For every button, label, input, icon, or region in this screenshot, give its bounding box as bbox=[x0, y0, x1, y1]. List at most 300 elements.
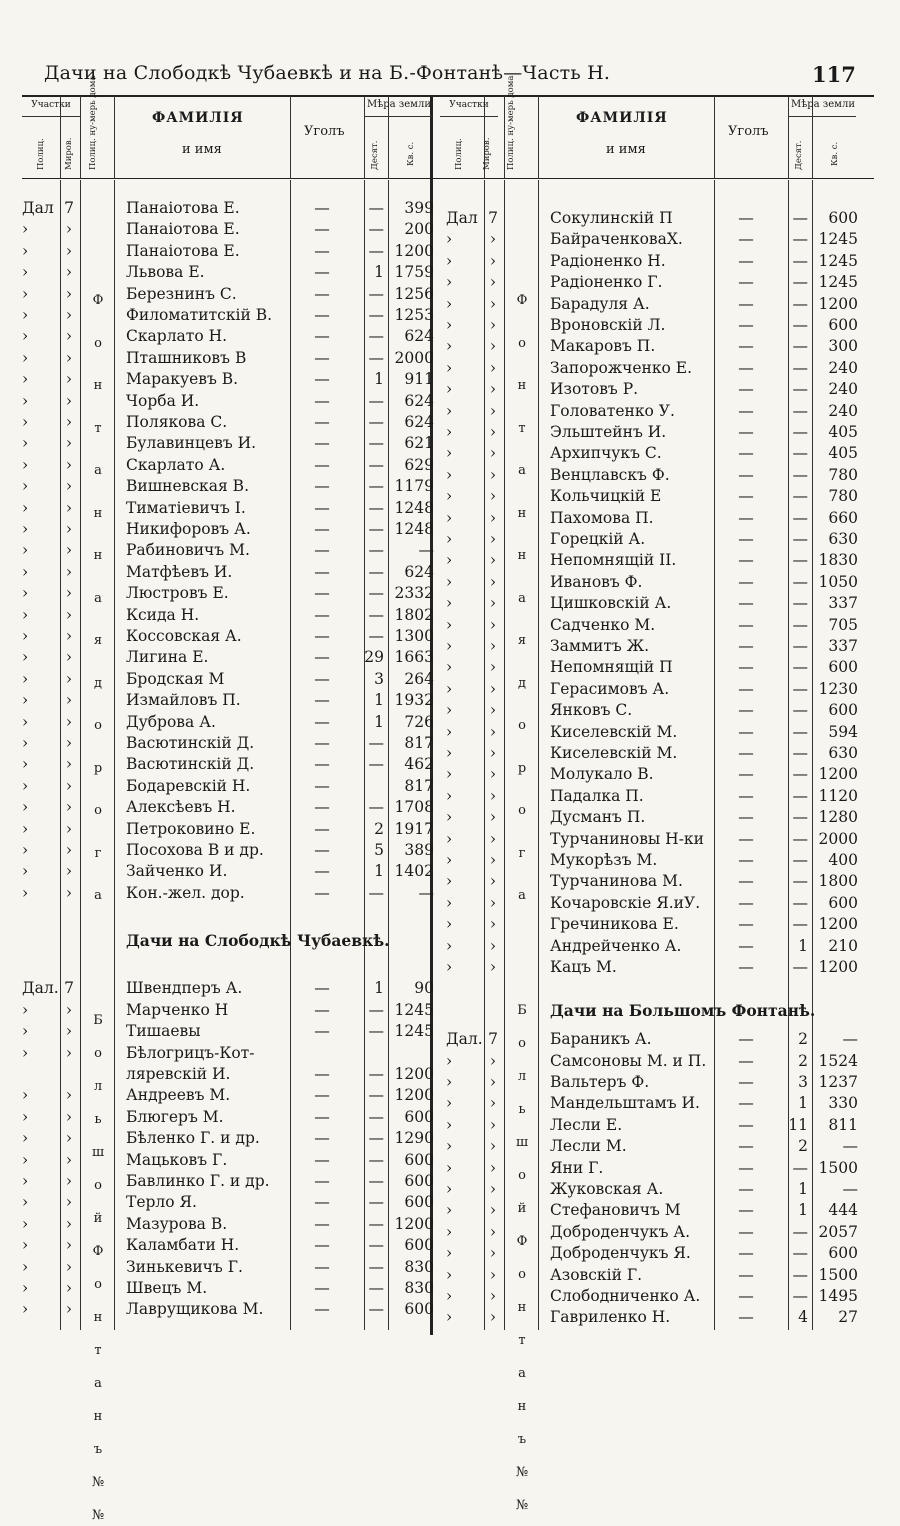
cell-name: Вроновскій Л. bbox=[550, 316, 666, 334]
right-column-headers bbox=[440, 75, 860, 178]
vertical-street-label: д bbox=[93, 675, 102, 691]
cell-kv: 400 bbox=[828, 851, 858, 869]
cell-mir: › bbox=[489, 294, 497, 313]
cell-ug: — bbox=[314, 1065, 330, 1083]
cell-name: Жуковская А. bbox=[550, 1180, 664, 1198]
cell-kv: 1253 bbox=[394, 306, 434, 324]
left-row bbox=[22, 198, 434, 219]
cell-mir: › bbox=[489, 487, 497, 506]
vertical-street-label: а bbox=[518, 1366, 526, 1381]
cell-kv: 1500 bbox=[818, 1265, 858, 1284]
cell-kv: 1917 bbox=[394, 819, 434, 838]
cell-pol: › bbox=[22, 1022, 29, 1041]
cell-name: Лесли М. bbox=[550, 1137, 627, 1156]
cell-name: Лигина Е. bbox=[126, 648, 209, 667]
cell-mir: › bbox=[489, 615, 497, 634]
cell-name: Панаіотова Е. bbox=[126, 199, 240, 217]
cell-kv: 600 bbox=[404, 1172, 434, 1190]
cell-name: Люстровъ Е. bbox=[126, 584, 229, 603]
cell-ug: — bbox=[738, 1158, 754, 1177]
cell-name: Бродская М bbox=[126, 669, 225, 688]
vertical-street-label: Ф bbox=[516, 1234, 528, 1249]
cell-mir: › bbox=[65, 1172, 73, 1190]
vertical-street-label: Ф bbox=[92, 293, 104, 308]
cell-des: — bbox=[792, 423, 808, 441]
right-row bbox=[440, 636, 858, 657]
cell-mir: › bbox=[65, 584, 73, 603]
cell-name: Швецъ М. bbox=[126, 1279, 208, 1297]
cell-ug: — bbox=[738, 637, 754, 655]
cell-kv: 1050 bbox=[818, 572, 858, 591]
cell-name: Рабиновичъ М. bbox=[126, 541, 250, 560]
left-row bbox=[22, 369, 434, 390]
cell-des: — bbox=[792, 1265, 808, 1284]
cell-kv: 600 bbox=[404, 1150, 434, 1169]
cell-pol: › bbox=[22, 477, 29, 496]
header-bottom-rule bbox=[22, 178, 874, 179]
cell-pol: › bbox=[446, 722, 453, 741]
cell-name: Никифоровъ А. bbox=[126, 520, 251, 538]
column-rule bbox=[714, 96, 715, 178]
cell-kv: 1200 bbox=[818, 765, 858, 784]
left-column-headers bbox=[22, 75, 431, 178]
right-row bbox=[440, 379, 858, 400]
right-row bbox=[440, 893, 858, 914]
cell-name: Молукало В. bbox=[550, 765, 654, 784]
left-row bbox=[22, 284, 434, 305]
vertical-street-label: н bbox=[517, 378, 527, 393]
right-table bbox=[440, 180, 860, 1513]
cell-kv: 621 bbox=[404, 434, 434, 453]
cell-kv: 1802 bbox=[394, 605, 434, 624]
cell-des: — bbox=[368, 498, 384, 517]
cell-pol: Дал. bbox=[446, 1030, 483, 1049]
column-rule bbox=[364, 96, 365, 178]
cell-des: — bbox=[792, 615, 808, 634]
cell-kv: 811 bbox=[828, 1115, 858, 1134]
cell-kv: 240 bbox=[828, 401, 858, 420]
right-row bbox=[440, 914, 858, 935]
cell-name: Лаврущикова М. bbox=[126, 1300, 264, 1319]
cell-ug: — bbox=[738, 358, 754, 377]
cell-des: 1 bbox=[374, 979, 384, 998]
cell-pol: › bbox=[446, 294, 453, 313]
cell-ug: — bbox=[738, 722, 754, 741]
cell-kv: 2057 bbox=[818, 1222, 858, 1241]
cell-kv: 90 bbox=[414, 979, 434, 998]
vertical-street-label: р bbox=[517, 760, 527, 776]
left-row bbox=[22, 733, 434, 754]
cell-des: — bbox=[368, 584, 384, 603]
cell-mir: › bbox=[489, 465, 497, 484]
cell-pol: › bbox=[446, 915, 453, 934]
cell-name: Филоматитскій В. bbox=[126, 306, 273, 324]
cell-ug: — bbox=[738, 808, 754, 827]
cell-ug: — bbox=[314, 1022, 330, 1041]
cell-name: Коссовская А. bbox=[126, 627, 242, 645]
vertical-street-label: л bbox=[93, 1079, 103, 1094]
cell-kv: 210 bbox=[828, 936, 858, 955]
cell-kv: 240 bbox=[828, 380, 858, 399]
cell-mir: › bbox=[65, 306, 73, 324]
cell-ug: — bbox=[738, 487, 754, 506]
cell-ug: — bbox=[314, 327, 330, 346]
cell-des: — bbox=[368, 1000, 384, 1019]
vertical-street-label: о bbox=[518, 803, 526, 818]
vertical-street-label: н bbox=[93, 1409, 103, 1424]
cell-name: Матфѣевъ И. bbox=[126, 562, 233, 581]
cell-ug: — bbox=[314, 1257, 330, 1276]
cell-pol: › bbox=[446, 851, 453, 869]
cell-des: — bbox=[368, 1279, 384, 1297]
right-row bbox=[440, 315, 858, 336]
cell-ug: — bbox=[738, 316, 754, 334]
cell-name: Блюгеръ М. bbox=[126, 1107, 224, 1126]
right2-row bbox=[440, 1243, 858, 1264]
cell-des: — bbox=[368, 1129, 384, 1148]
cell-pol: › bbox=[22, 648, 29, 667]
cell-name: Кочаровскіе Я.иУ. bbox=[550, 893, 701, 912]
right-row bbox=[440, 251, 858, 272]
cell-pol: › bbox=[22, 776, 29, 795]
right2-row bbox=[440, 1136, 858, 1157]
cell-mir: › bbox=[65, 1193, 73, 1212]
vertical-street-label: я bbox=[93, 633, 103, 648]
cell-name: Швендперъ А. bbox=[126, 979, 243, 998]
cell-ug: — bbox=[314, 627, 330, 645]
cell-ug: — bbox=[314, 712, 330, 731]
cell-pol: › bbox=[446, 637, 453, 655]
cell-des: 3 bbox=[798, 1073, 808, 1091]
left2-row bbox=[22, 1085, 434, 1106]
cell-kv: 1800 bbox=[818, 872, 858, 891]
cell-name: Сокулинскій П bbox=[550, 209, 673, 227]
cell-name: Васютинскій Д. bbox=[126, 755, 255, 774]
cell-mir: › bbox=[489, 958, 497, 976]
left2-row bbox=[22, 1107, 434, 1128]
cell-mir: › bbox=[489, 808, 497, 827]
cell-name: Запорожченко Е. bbox=[550, 358, 693, 377]
right-row bbox=[440, 722, 858, 743]
cell-name: Мандельштамъ И. bbox=[550, 1094, 700, 1113]
cell-des: — bbox=[792, 872, 808, 891]
cell-des: 1 bbox=[798, 1094, 808, 1113]
cell-kv: 1290 bbox=[394, 1129, 434, 1148]
cell-kv: 1245 bbox=[394, 1022, 434, 1041]
right-row bbox=[440, 229, 858, 250]
cell-des: — bbox=[792, 915, 808, 934]
cell-pol: › bbox=[22, 1107, 29, 1126]
left-row bbox=[22, 540, 434, 561]
cell-pol: › bbox=[22, 263, 29, 282]
cell-mir: › bbox=[65, 862, 73, 881]
cell-des: — bbox=[792, 209, 808, 227]
cell-ug: — bbox=[314, 841, 330, 859]
cell-ug: — bbox=[314, 755, 330, 774]
cell-pol: › bbox=[446, 1158, 453, 1177]
header-title: Дачи на Слободкѣ Чубаевкѣ и на Б.-Фонтанѣ—Часть Н. bbox=[44, 62, 611, 84]
cell-mir: › bbox=[489, 915, 497, 934]
cell-kv: — bbox=[418, 883, 434, 902]
cell-pol: › bbox=[22, 1300, 29, 1319]
cell-ug: — bbox=[314, 648, 330, 667]
cell-pol: › bbox=[22, 306, 29, 324]
left-row bbox=[22, 626, 434, 647]
cell-mir: › bbox=[65, 1300, 73, 1319]
right-row bbox=[440, 593, 858, 614]
right-row bbox=[440, 657, 858, 678]
left-row bbox=[22, 326, 434, 347]
cell-ug: — bbox=[738, 658, 754, 677]
cell-name: Азовскій Г. bbox=[550, 1265, 643, 1284]
vertical-street-label: н bbox=[93, 548, 103, 563]
cell-des: — bbox=[368, 1172, 384, 1190]
cell-kv: 1495 bbox=[818, 1287, 858, 1305]
cell-kv: 1248 bbox=[394, 498, 434, 517]
cell-pol: › bbox=[446, 936, 453, 955]
left-row bbox=[22, 455, 434, 476]
cell-name: Панаіотова Е. bbox=[126, 241, 240, 260]
cell-pol: › bbox=[22, 348, 29, 367]
cell-name: Садченко М. bbox=[550, 615, 656, 634]
right2-row bbox=[440, 1179, 858, 1200]
cell-mir: › bbox=[65, 819, 73, 838]
cell-pol: › bbox=[22, 819, 29, 838]
vertical-street-label: н bbox=[517, 505, 527, 521]
cell-ug: — bbox=[314, 477, 330, 496]
cell-ug: — bbox=[738, 1222, 754, 1241]
cell-kv: 600 bbox=[828, 893, 858, 912]
cell-des: 1 bbox=[374, 263, 384, 282]
cell-mir: › bbox=[489, 508, 497, 527]
cell-mir: › bbox=[489, 1287, 497, 1305]
cell-des: 29 bbox=[364, 648, 384, 667]
cell-name: Кон.-жел. дор. bbox=[126, 883, 245, 902]
cell-ug: — bbox=[738, 401, 754, 420]
left-row bbox=[22, 412, 434, 433]
cell-pol: › bbox=[22, 220, 29, 239]
cell-des: — bbox=[792, 358, 808, 377]
left-row bbox=[22, 219, 434, 240]
cell-des: — bbox=[792, 679, 808, 698]
cell-kv: 240 bbox=[828, 358, 858, 377]
cell-pol: › bbox=[446, 273, 453, 292]
cell-des: — bbox=[368, 1257, 384, 1276]
cell-mir: › bbox=[65, 1150, 73, 1169]
cell-des: — bbox=[368, 1193, 384, 1212]
cell-mir: 7 bbox=[488, 1030, 498, 1049]
cell-ug: — bbox=[738, 251, 754, 270]
cell-mir: › bbox=[489, 1308, 497, 1327]
cell-mir: › bbox=[489, 1137, 497, 1156]
cell-name: Слободниченко А. bbox=[550, 1287, 701, 1305]
cell-mir: › bbox=[65, 1000, 73, 1019]
cell-mir: › bbox=[489, 765, 497, 784]
left-row bbox=[22, 690, 434, 711]
left2-row bbox=[22, 1214, 434, 1235]
cell-ug: — bbox=[738, 294, 754, 313]
cell-name: Архипчукъ С. bbox=[550, 444, 662, 463]
cell-mir: › bbox=[65, 562, 73, 581]
cell-ug: — bbox=[314, 1279, 330, 1297]
vertical-street-label: й bbox=[93, 1211, 103, 1226]
cell-ug: — bbox=[314, 605, 330, 624]
cell-mir: › bbox=[65, 370, 73, 389]
cell-kv: 1245 bbox=[394, 1000, 434, 1019]
cell-name: Кацъ М. bbox=[550, 958, 617, 976]
vertical-street-label: ш bbox=[515, 1135, 529, 1150]
cell-name: Макаровъ П. bbox=[550, 337, 656, 356]
cell-mir: › bbox=[489, 380, 497, 399]
vertical-street-label: № bbox=[515, 1465, 529, 1480]
vertical-street-label: о bbox=[94, 803, 102, 818]
cell-kv: 27 bbox=[838, 1308, 858, 1327]
header-uchastki: Участки bbox=[31, 100, 71, 110]
cell-mir: › bbox=[65, 1214, 73, 1233]
cell-name: Янковъ С. bbox=[550, 701, 633, 720]
cell-pol: › bbox=[22, 755, 29, 774]
cell-des: — bbox=[368, 1065, 384, 1083]
cell-pol: › bbox=[22, 712, 29, 731]
cell-pol: › bbox=[22, 1043, 29, 1062]
header-mirov: Миров. bbox=[64, 137, 74, 170]
right-row bbox=[440, 208, 858, 229]
cell-des: 3 bbox=[374, 669, 384, 688]
cell-ug: — bbox=[738, 1115, 754, 1134]
column-rule bbox=[114, 96, 115, 178]
cell-pol: › bbox=[446, 1287, 453, 1305]
cell-name: Зайченко И. bbox=[126, 862, 228, 881]
cell-mir: › bbox=[65, 755, 73, 774]
vertical-street-label: о bbox=[94, 335, 102, 351]
cell-des: 1 bbox=[374, 691, 384, 710]
cell-mir: › bbox=[489, 1244, 497, 1263]
vertical-street-label: т bbox=[518, 1333, 526, 1348]
cell-mir: › bbox=[65, 691, 73, 710]
vertical-street-label: ъ bbox=[93, 1442, 103, 1457]
cell-pol: › bbox=[446, 380, 453, 399]
cell-name: Тишаевы bbox=[126, 1022, 201, 1041]
cell-ug: — bbox=[314, 1086, 330, 1105]
vertical-street-label: д bbox=[517, 675, 526, 691]
cell-mir: › bbox=[65, 391, 73, 410]
left-row bbox=[22, 819, 434, 840]
cell-kv: 2332 bbox=[394, 584, 434, 603]
cell-des: — bbox=[792, 1244, 808, 1263]
cell-name: Маракуевъ В. bbox=[126, 370, 239, 389]
cell-kv: 629 bbox=[404, 455, 434, 474]
cell-ug: — bbox=[738, 594, 754, 613]
cell-ug: — bbox=[314, 862, 330, 881]
cell-name: Киселевскій М. bbox=[550, 744, 678, 762]
right-row bbox=[440, 700, 858, 721]
vertical-street-label: Б bbox=[93, 1013, 103, 1028]
cell-ug: — bbox=[738, 1244, 754, 1263]
cell-name: Головатенко У. bbox=[550, 401, 675, 420]
right2-row bbox=[440, 1093, 858, 1114]
cell-pol: › bbox=[446, 1094, 453, 1113]
cell-pol: › bbox=[22, 1086, 29, 1105]
right-row bbox=[440, 358, 858, 379]
cell-mir: › bbox=[65, 1107, 73, 1126]
cell-pol: › bbox=[22, 391, 29, 410]
cell-mir: › bbox=[489, 936, 497, 955]
left-row bbox=[22, 262, 434, 283]
cell-mir: › bbox=[489, 786, 497, 805]
cell-kv: 705 bbox=[828, 615, 858, 634]
cell-pol: › bbox=[446, 230, 453, 249]
cell-ug: — bbox=[314, 434, 330, 453]
cell-des: — bbox=[368, 734, 384, 752]
cell-ug: — bbox=[738, 337, 754, 356]
left-row bbox=[22, 647, 434, 668]
cell-des: — bbox=[368, 562, 384, 581]
cell-kv: 1200 bbox=[818, 294, 858, 313]
cell-name: Львова Е. bbox=[126, 263, 205, 282]
cell-name: Зинькевичъ Г. bbox=[126, 1257, 243, 1276]
cell-kv: 1237 bbox=[818, 1073, 858, 1091]
cell-mir: › bbox=[489, 1222, 497, 1241]
cell-des: — bbox=[792, 444, 808, 463]
cell-mir: › bbox=[65, 477, 73, 496]
cell-ug: — bbox=[314, 691, 330, 710]
cell-mir: › bbox=[65, 455, 73, 474]
cell-name: Непомнящій II. bbox=[550, 551, 677, 570]
cell-des: 1 bbox=[798, 1180, 808, 1198]
cell-kv: 624 bbox=[404, 391, 434, 410]
vertical-street-label: н bbox=[93, 1310, 103, 1325]
cell-name: Вальтеръ Ф. bbox=[550, 1073, 650, 1091]
cell-kv: 600 bbox=[404, 1300, 434, 1319]
right2-row bbox=[440, 1029, 858, 1050]
cell-kv: 444 bbox=[828, 1201, 858, 1220]
cell-kv: 2000 bbox=[818, 829, 858, 848]
cell-name: Булавинцевъ И. bbox=[126, 434, 257, 453]
cell-ug: — bbox=[314, 979, 330, 998]
header-mirov: Миров. bbox=[482, 137, 492, 170]
cell-pol: › bbox=[22, 841, 29, 859]
cell-name: Чорба И. bbox=[126, 391, 200, 410]
vertical-street-label: о bbox=[94, 1277, 102, 1292]
cell-mir: › bbox=[65, 241, 73, 260]
cell-kv: 600 bbox=[828, 658, 858, 677]
cell-ug: — bbox=[314, 776, 330, 795]
cell-ug: — bbox=[738, 679, 754, 698]
cell-des: — bbox=[792, 701, 808, 720]
cell-des: — bbox=[368, 413, 384, 431]
cell-name: Васютинскій Д. bbox=[126, 734, 255, 752]
cell-des: — bbox=[368, 520, 384, 538]
cell-des: — bbox=[792, 273, 808, 292]
cell-des: — bbox=[792, 401, 808, 420]
right2-row bbox=[440, 1307, 858, 1328]
cell-mir: › bbox=[489, 423, 497, 441]
cell-des: — bbox=[792, 658, 808, 677]
right-row bbox=[440, 572, 858, 593]
cell-ug: — bbox=[314, 669, 330, 688]
vertical-street-label: р bbox=[93, 760, 103, 776]
cell-mir: › bbox=[65, 327, 73, 346]
cell-pol: › bbox=[446, 401, 453, 420]
cell-kv: 1120 bbox=[818, 786, 858, 805]
cell-des: — bbox=[792, 508, 808, 527]
right-row bbox=[440, 529, 858, 550]
cell-pol: › bbox=[22, 284, 29, 303]
header-mera: Мѣра земли bbox=[791, 99, 855, 110]
cell-pol: › bbox=[22, 862, 29, 881]
cell-ug: — bbox=[314, 241, 330, 260]
right2-row bbox=[440, 1115, 858, 1136]
